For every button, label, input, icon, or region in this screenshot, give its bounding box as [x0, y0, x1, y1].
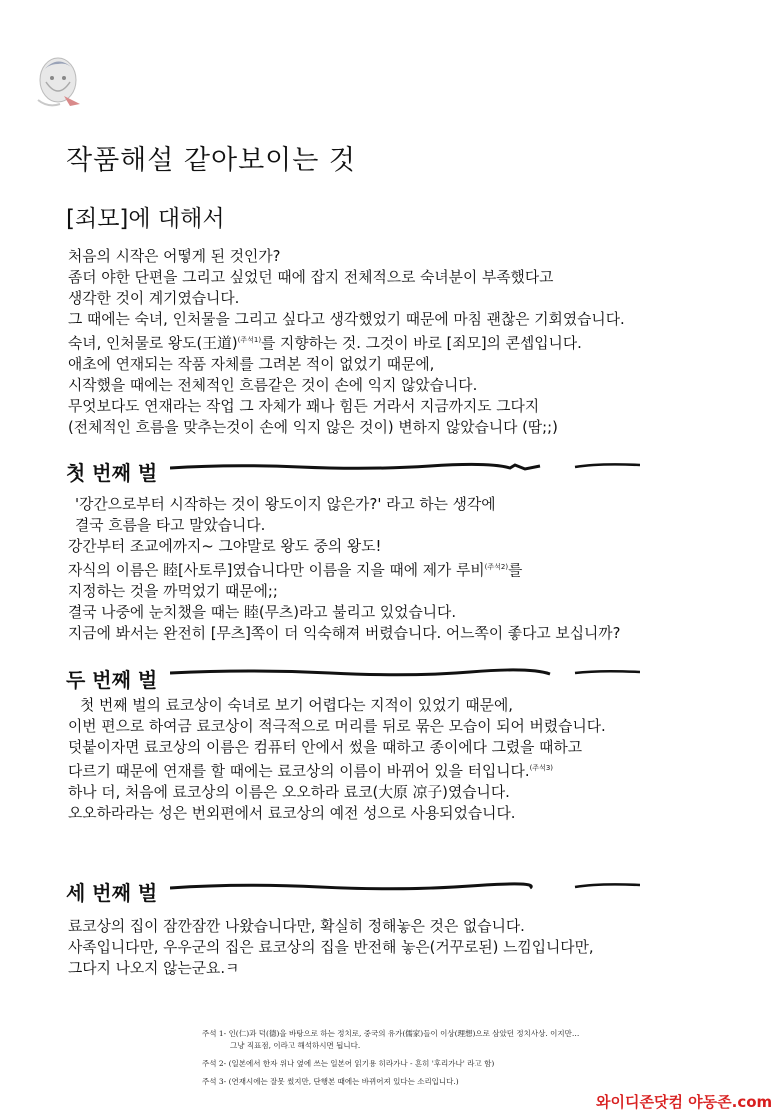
- section2-paragraph: [68, 695, 606, 824]
- section-heading-2: 두 번째 벌: [66, 668, 158, 692]
- section1-line: '강간으로부터 시작하는 것이 왕도이지 않은가?' 라고 하는 생각에: [75, 496, 496, 513]
- page-title: 작품해설 같아보이는 것: [66, 145, 356, 176]
- anime-girl-emblem-icon: [34, 52, 84, 110]
- section3-line: 그다지 나오지 않는군요.ㅋ: [68, 960, 240, 977]
- section-heading-3: 세 번째 벌: [66, 881, 158, 905]
- section1-paragraph: [68, 494, 620, 644]
- intro-line: 처음의 시작은 어떻게 된 것인가?: [68, 248, 281, 265]
- section2-line: 덧붙이자면 료코상의 이름은 컴퓨터 안에서 썼을 때하고 종이에다 그렸을 때하고: [68, 739, 583, 756]
- footnote-1: 주석 1- 인(仁)과 덕(德)을 바탕으로 하는 정치로, 중국의 유가(儒家)들이 이상(理想)으로 삼았던 정치사상. 이지만…: [202, 1029, 580, 1038]
- brush-stroke-divider: [170, 880, 640, 894]
- section2-line: 오오하라라는 성은 번외편에서 료코상의 예전 성으로 사용되었습니다.: [68, 804, 516, 822]
- section1-line: 자식의 이름은 睦[사토루]였습니다만 이름을 지을 때에 제가 루비$^{(주석2)}$를: [68, 561, 523, 579]
- section3-line: 료코상의 집이 잠깐잠깐 나왔습니다만, 확실히 정해놓은 것은 없습니다.: [68, 918, 525, 935]
- section2-line: 첫 번째 벌의 료코상이 숙녀로 보기 어렵다는 지적이 있었기 때문에,: [80, 697, 513, 714]
- section1-line: 결국 나중에 눈치챘을 때는 睦(무츠)라고 불리고 있었습니다.: [68, 603, 457, 621]
- site-watermark: 와이디존닷컴 야동존.com: [596, 1093, 773, 1111]
- footnote-1-cont: 그냥 직표점, 이라고 해석하시면 됩니다.: [230, 1041, 361, 1050]
- intro-line: 생각한 것이 계기였습니다.: [68, 290, 240, 307]
- section-heading-1: 첫 번째 벌: [66, 461, 158, 485]
- intro-line: 좀더 야한 단편을 그리고 싶었던 때에 잡지 전체적으로 숙녀분이 부족했다고: [68, 269, 554, 286]
- section3-paragraph: [68, 916, 594, 979]
- section2-line: 다르기 때문에 연재를 할 때에는 료코상의 이름이 바뀌어 있을 터입니다.$^{(주석3)}$: [68, 762, 554, 780]
- section1-line: 결국 흐름을 타고 말았습니다.: [75, 517, 266, 534]
- section1-line: 지금에 봐서는 완전히 [무츠]쪽이 더 익숙해져 버렸습니다. 어느쪽이 좋다고 보십니까?: [68, 624, 621, 642]
- brush-stroke-divider: [170, 666, 640, 680]
- intro-line: 무엇보다도 연재라는 작업 그 자체가 꽤나 힘든 거라서 지금까지도 그다지: [68, 397, 540, 415]
- intro-line: 시작했을 때에는 전체적인 흐름같은 것이 손에 익지 않았습니다.: [68, 376, 478, 394]
- footnotes: [202, 1028, 579, 1088]
- intro-line: 숙녀, 인처물로 왕도(王道)$^{(주석1)}$를 지향하는 것. 그것이 바로 [죄모]의 콘셉입니다.: [68, 334, 582, 352]
- section1-line: 지정하는 것을 까먹었기 때문에;;: [68, 582, 278, 600]
- footnote-3: 주석 3- (연재시에는 잘못 썼지만, 단행본 때에는 바뀌어져 있다는 소리입니다.): [202, 1077, 459, 1086]
- intro-line: (전체적인 흐름을 맞추는것이 손에 익지 않은 것이) 변하지 않았습니다 (땀;;): [68, 418, 558, 436]
- intro-paragraph: [68, 246, 625, 438]
- section-subtitle: [죄모]에 대해서: [66, 206, 225, 232]
- footnote-2: 주석 2- (일본에서 한자 위나 옆에 쓰는 일본어 읽기용 히라가나 - 흔히 '후리가나' 라고 함): [202, 1059, 495, 1068]
- footnote-ref-1: (주석1): [237, 336, 262, 344]
- intro-line: 애초에 연재되는 작품 자체를 그려본 적이 없었기 때문에,: [68, 355, 435, 373]
- footnote-ref-2: (주석2): [484, 563, 509, 571]
- section2-line: 이번 편으로 하여금 료코상이 적극적으로 머리를 뒤로 묶은 모습이 되어 버렸습니다.: [68, 718, 606, 735]
- section3-line: 사족입니다만, 우우군의 집은 료코상의 집을 반전해 놓은(거꾸로된) 느낌입니다만,: [68, 939, 594, 956]
- section1-line: 강간부터 조교에까지~ 그야말로 왕도 중의 왕도!: [68, 538, 382, 555]
- intro-line: 그 때에는 숙녀, 인처물을 그리고 싶다고 생각했었기 때문에 마침 괜찮은 기회였습니다.: [68, 311, 625, 328]
- brush-stroke-divider: [170, 460, 640, 474]
- footnote-ref-3: (주석3): [529, 764, 554, 772]
- section2-line: 하나 더, 처음에 료코상의 이름은 오오하라 료코(大原 凉子)였습니다.: [68, 783, 510, 801]
